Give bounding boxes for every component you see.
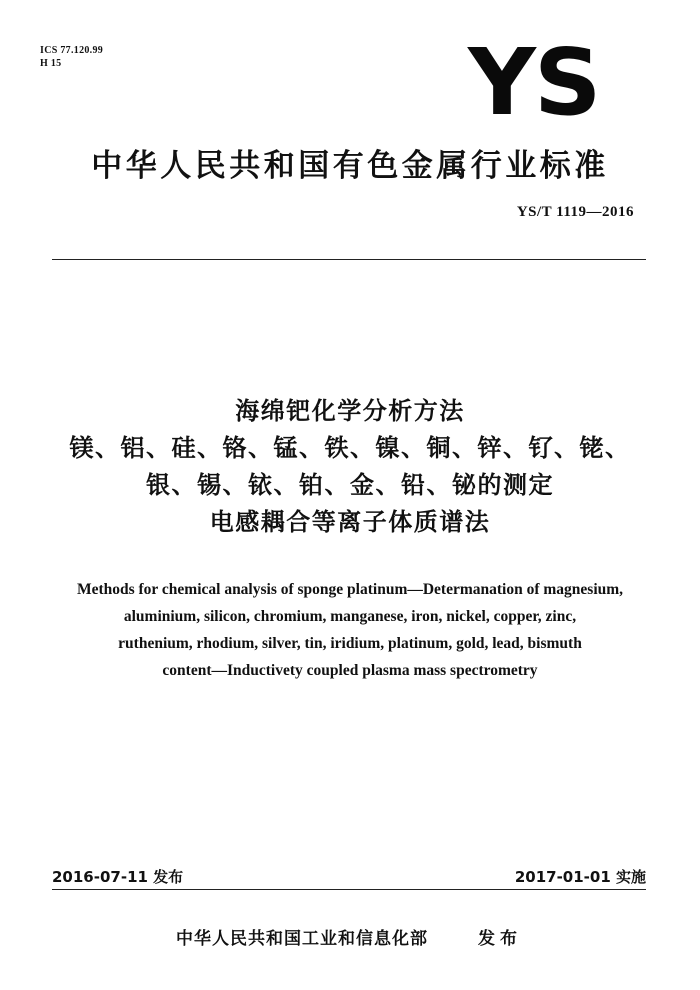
- issue-date: 2016-07-11 发布: [52, 868, 184, 886]
- english-title-line: Methods for chemical analysis of sponge platinum—Determanation of magnesium,: [76, 581, 624, 598]
- issuing-authority: 中华人民共和国工业和信息化部: [176, 929, 428, 949]
- classification-codes: [40, 44, 103, 70]
- ys-logo: YS: [468, 29, 600, 136]
- chinese-title-line: 电感耦合等离子体质谱法: [209, 508, 491, 536]
- footer-divider: [52, 889, 646, 890]
- implementation-date: 2017-01-01 实施: [514, 868, 646, 886]
- chinese-title-line: 镁、铝、硅、铬、锰、铁、镍、铜、锌、钌、铑、: [69, 434, 631, 462]
- chinese-title-line: 银、锡、铱、铂、金、铅、铋的测定: [146, 471, 554, 499]
- issue-label: 发布: [478, 929, 522, 949]
- standard-category-title: 中华人民共和国有色金属行业标准: [91, 148, 609, 184]
- standard-number: YS/T 1119—2016: [516, 204, 634, 220]
- ics-code: ICS 77.120.99: [40, 45, 104, 56]
- english-title-line: content—Inductivety coupled plasma mass spectrometry: [162, 662, 538, 679]
- chinese-title: [0, 393, 700, 541]
- header-divider: [52, 259, 646, 260]
- english-title-line: aluminium, silicon, chromium, manganese, iron, nickel, copper, zinc,: [123, 608, 577, 625]
- english-title-line: ruthenium, rhodium, silver, tin, iridium, platinum, gold, lead, bismuth: [118, 635, 582, 652]
- ccs-code: H 15: [40, 58, 62, 69]
- english-title: [40, 576, 660, 684]
- chinese-title-line: 海绵钯化学分析方法: [235, 397, 465, 425]
